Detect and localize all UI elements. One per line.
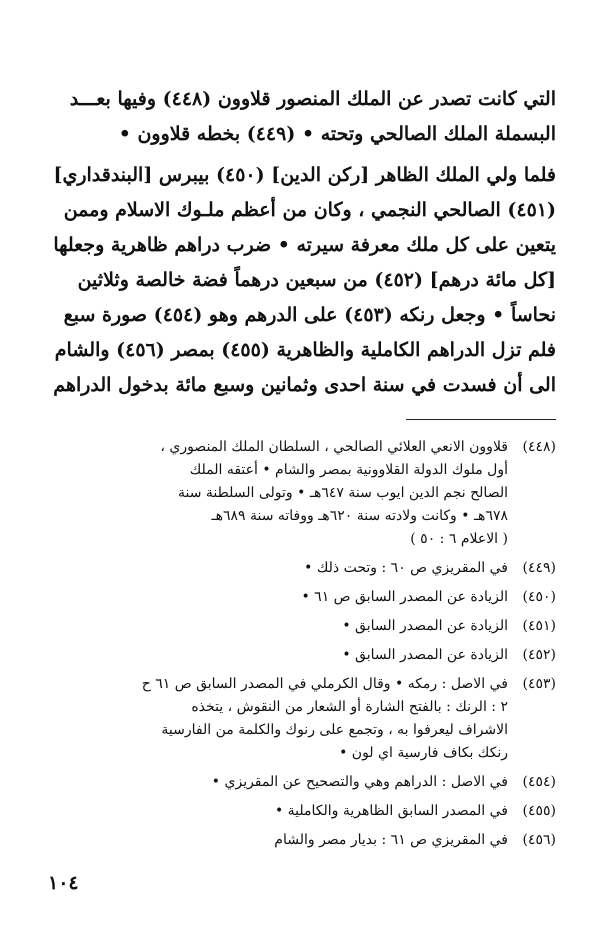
footnote-line: الزيادة عن المصدر السابق • [342,618,508,634]
footnote-text [48,644,508,667]
footnote-number: (٤٥٦) [522,832,556,848]
body-line: التي كانت تصدر عن الملك المنصور قلاوون (٤٤٨) وفيها بعـــد [69,88,556,110]
footnote-line: ٢ : الرنك : بالفتح الشارة أو الشعار من النقوش ، يتخذه [191,699,508,715]
footnote [48,800,556,823]
footnote-text [48,829,508,852]
footnote-number: (٤٤٩) [522,560,556,576]
footnote-text [48,673,508,765]
footnote [48,557,556,580]
footnote [48,615,556,638]
body-line: البسملة الملك الصالحي وتحته • (٤٤٩) بخطه قلاوون • [118,123,556,145]
body-line: فلما ولي الملك الظاهر [ركن الدين] (٤٥٠) بيبرس [البندقداري] [53,164,556,186]
footnote-number: (٤٥٢) [522,647,556,663]
body-line: فلم تزل الدراهم الكاملية والظاهرية (٤٥٥) بمصر (٤٥٦) والشام [54,339,556,361]
footnote-line: رنكك بكاف فارسية اي لون • [339,745,508,761]
footnote-number: (٤٥٣) [522,676,556,692]
footnote-line: أول ملوك الدولة القلاوونية بمصر والشام • أعتقه الملك [189,462,508,478]
footnotes [48,436,556,852]
footnote [48,829,556,852]
footnote-number: (٤٥٤) [522,774,556,790]
footnote-line: في الاصل : الدراهم وهي والتصحيح عن المقريزي • [211,774,508,790]
footnote [48,673,556,765]
footnote-line: الاشراف ليعرفوا به ، وتجمع على رنوك والكلمة من الفارسية [161,722,508,738]
body-line: نحاساً • وجعل رنكه (٤٥٣) على الدرهم وهو (٤٥٤) صورة سبع [63,304,556,326]
footnote [48,586,556,609]
footnote-divider [406,419,556,420]
footnote-line: الصالح نجم الدين ايوب سنة ٦٤٧هـ • وتولى السلطنة سنة [178,485,508,501]
footnote-number: (٤٥٠) [522,589,556,605]
footnote-text [48,615,508,638]
body-line: يتعين على كل ملك معرفة سيرته • ضرب دراهم ظاهرية وجعلها [53,234,556,256]
footnote-number: (٤٥٥) [522,803,556,819]
body-line: (٤٥١) الصالحي النجمي ، وكان من أعظم ملـوك الاسلام وممن [63,199,556,221]
footnote-text [48,800,508,823]
footnote-line: في المصدر السابق الظاهرية والكاملية • [274,803,508,819]
footnote-line: ( الاعلام ٦ : ٥٠ ) [410,531,508,547]
footnote-line: الزيادة عن المصدر السابق ص ٦١ • [301,589,508,605]
body-line: [كل مائة درهم] (٤٥٢) من سبعين درهماً فضة خالصة وثلاثين [77,269,556,291]
footnote-text [48,586,508,609]
footnote-text [48,557,508,580]
footnote-text [48,436,508,551]
body-line: الى أن فسدت في سنة احدى وثمانين وسبع مائة بدخول الدراهم [53,374,556,396]
footnote [48,644,556,667]
footnote-line: الزيادة عن المصدر السابق • [342,647,508,663]
footnote [48,436,556,551]
footnote-line: في المقريزي ص ٦٠ : وتحت ذلك • [304,560,508,576]
footnote [48,771,556,794]
footnote-line: قلاوون الانعي العلائي الصالحي ، السلطان الملك المنصوري ، [160,439,508,455]
page-number: ١٠٤ [48,872,79,894]
footnote-line: في المقريزي ص ٦١ : بديار مصر والشام [274,832,508,848]
footnote-number: (٤٤٨) [522,439,556,455]
main-text [48,82,556,403]
footnote-number: (٤٥١) [522,618,556,634]
footnote-text [48,771,508,794]
footnote-line: في الاصل : رمكه • وقال الكرملي في المصدر السابق ص ٦١ ح [141,676,508,692]
footnote-line: ٦٧٨هـ • وكانت ولادته سنة ٦٢٠هـ ووفاته سنة ٦٨٩هـ [211,508,508,524]
